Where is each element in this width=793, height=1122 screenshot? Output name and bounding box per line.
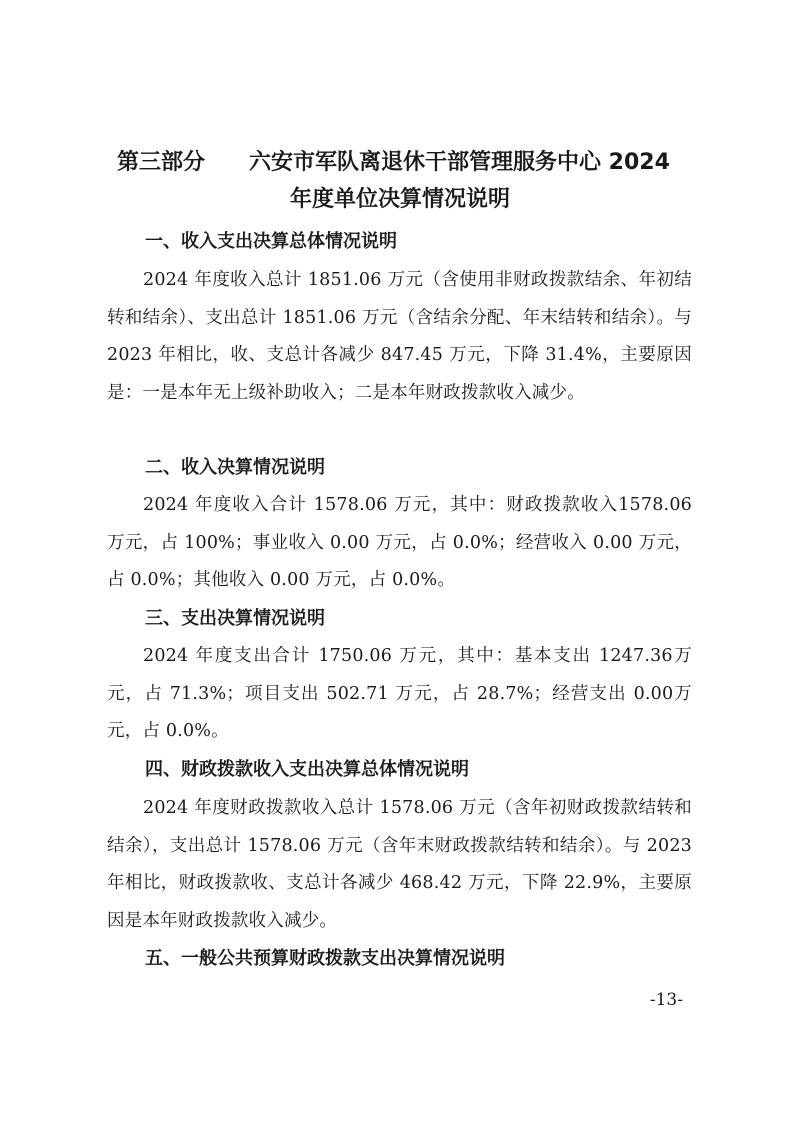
- section-heading-3: 三、支出决算情况说明: [145, 608, 325, 629]
- section-heading-5: 五、一般公共预算财政拨款支出决算情况说明: [145, 948, 505, 969]
- section-body-3: 2024 年度支出合计 1750.06 万元，其中：基本支出 1247.36万元，占 71.3%；项目支出 502.71 万元，占 28.7%；经营支出 0.00万元，占 0.0%。: [107, 646, 692, 741]
- part-label: 第三部分: [117, 150, 206, 175]
- title-text: 六安市军队离退休干部管理服务中心 2024: [249, 150, 670, 175]
- section-body-4: 2024 年度财政拨款收入总计 1578.06 万元（含年初财政拨款结转和结余），支出总计 1578.06 万元（含年末财政拨款结转和结余）。与 2023 年相比，财政拨款收、支总计各减少 468.42 万元，下降 22.9%，主要原因是本年财政拨款收入减少。: [107, 798, 692, 931]
- section-body-2: 2024 年度收入合计 1578.06 万元，其中：财政拨款收入1578.06 万元，占 100%；事业收入 0.00 万元，占 0.0%；经营收入 0.00 万元，占 0.0%；其他收入 0.00 万元，占 0.0%。: [107, 495, 692, 590]
- section-body-1: 2024 年度收入总计 1851.06 万元（含使用非财政拨款结余、年初结转和结余）、支出总计 1851.06 万元（含结余分配、年末结转和结余）。与 2023 年相比，收、支总计各减少 847.45 万元，下降 31.4%，主要原因是：一是本年无上级补助收入；二是本年财政拨款收入减少。: [107, 270, 692, 403]
- section-heading-1: 一、收入支出决算总体情况说明: [145, 231, 397, 252]
- document-title-line1: [117, 143, 697, 183]
- section-heading-2: 二、收入决算情况说明: [145, 457, 325, 478]
- page-number: -13-: [649, 990, 683, 1010]
- document-title-line2: 年度单位决算情况说明: [289, 187, 510, 212]
- section-heading-4: 四、财政拨款收入支出决算总体情况说明: [145, 759, 469, 780]
